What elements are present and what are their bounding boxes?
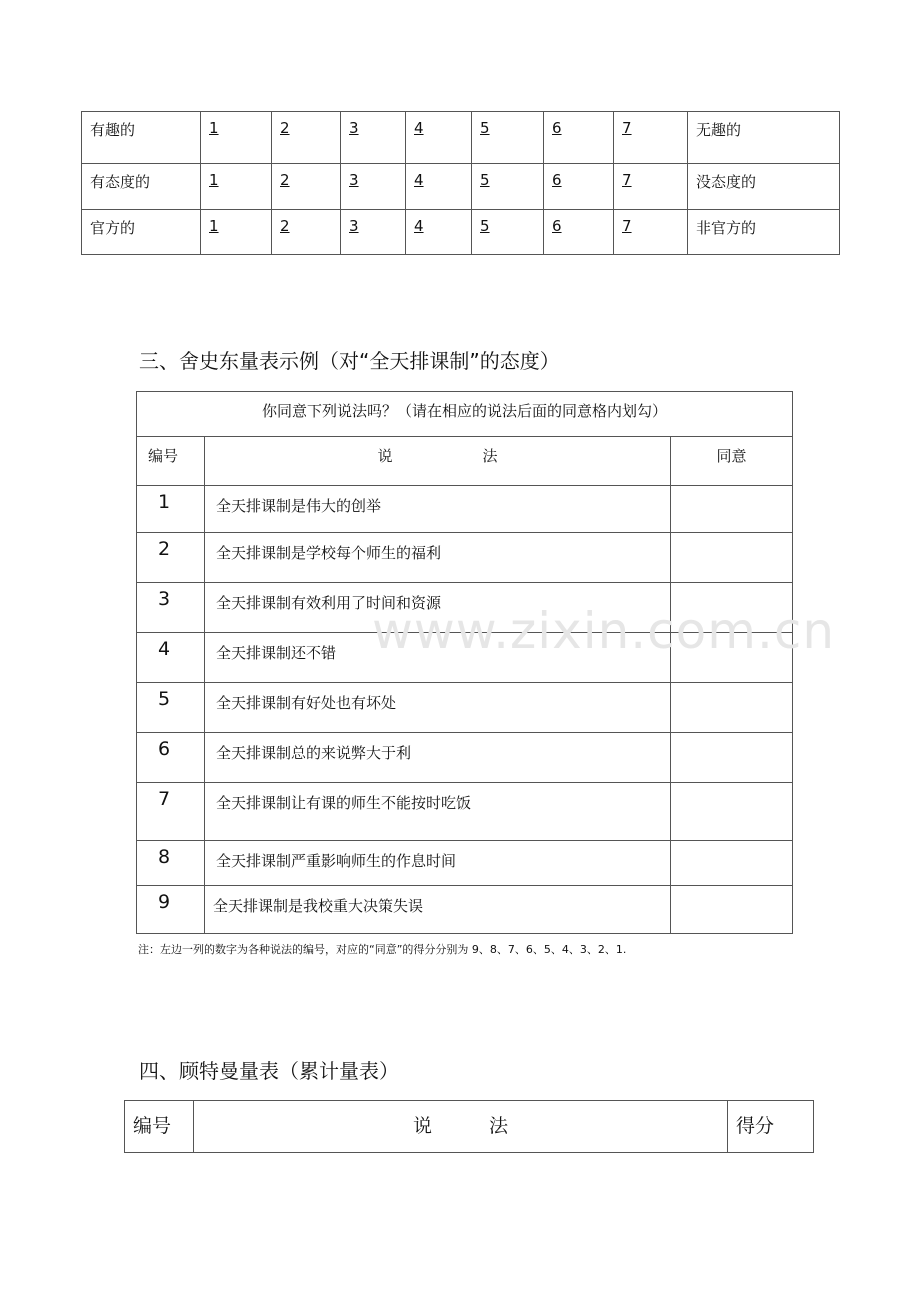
table-row	[137, 683, 793, 733]
scale-point[interactable]: 4	[406, 112, 472, 164]
table-row	[137, 633, 793, 683]
left-adjective: 官方的	[82, 210, 201, 255]
scale-point[interactable]: 6	[544, 164, 614, 210]
row-number: 5	[137, 683, 205, 733]
scale-point[interactable]: 6	[544, 112, 614, 164]
scale-point[interactable]: 7	[614, 164, 688, 210]
table-row	[82, 112, 840, 164]
statement-text: 全天排课制还不错	[205, 633, 671, 683]
agree-cell[interactable]	[671, 633, 793, 683]
scale-point[interactable]: 3	[341, 164, 406, 210]
header-row	[137, 437, 793, 486]
guttman-scale-table	[124, 1100, 814, 1153]
row-number: 4	[137, 633, 205, 683]
column-header-score: 得分	[728, 1101, 814, 1153]
agree-cell[interactable]	[671, 533, 793, 583]
statement-text: 全天排课制是伟大的创举	[205, 486, 671, 533]
semantic-differential-table	[81, 111, 840, 255]
table-row	[137, 783, 793, 841]
statement-text: 全天排课制是学校每个师生的福利	[205, 533, 671, 583]
row-number: 8	[137, 841, 205, 886]
scale-point[interactable]: 1	[201, 210, 272, 255]
scale-point[interactable]: 3	[341, 112, 406, 164]
table-row	[137, 392, 793, 437]
scale-point[interactable]: 7	[614, 210, 688, 255]
column-header-number: 编号	[125, 1101, 194, 1153]
right-adjective: 非官方的	[688, 210, 840, 255]
table-row	[137, 841, 793, 886]
statement-text: 全天排课制让有课的师生不能按时吃饭	[205, 783, 671, 841]
section-title: 三、舍史东量表示例（对“全天排课制”的态度）	[139, 349, 560, 373]
scale-point[interactable]: 5	[472, 210, 544, 255]
agree-cell[interactable]	[671, 886, 793, 934]
scale-point[interactable]: 5	[472, 112, 544, 164]
agree-cell[interactable]	[671, 683, 793, 733]
row-number: 2	[137, 533, 205, 583]
agree-cell[interactable]	[671, 783, 793, 841]
agree-cell[interactable]	[671, 841, 793, 886]
thurstone-scale-table	[136, 391, 793, 934]
statement-text: 全天排课制有好处也有坏处	[205, 683, 671, 733]
scale-point[interactable]: 1	[201, 164, 272, 210]
agree-cell[interactable]	[671, 486, 793, 533]
left-adjective: 有趣的	[82, 112, 201, 164]
instruction-text: 你同意下列说法吗？（请在相应的说法后面的同意格内划勾）	[137, 392, 793, 437]
table-row	[82, 164, 840, 210]
statement-text: 全天排课制总的来说弊大于利	[205, 733, 671, 783]
column-header-statement: 说 法	[205, 437, 671, 486]
scale-point[interactable]: 2	[272, 164, 341, 210]
table-row	[137, 533, 793, 583]
scale-point[interactable]: 5	[472, 164, 544, 210]
column-header-number: 编号	[137, 437, 205, 486]
scale-point[interactable]: 4	[406, 164, 472, 210]
footnote: 注：左边一列的数字为各种说法的编号，对应的“同意”的得分分别为 9、8、7、6、5、4、3、2、1.	[138, 943, 627, 956]
row-number: 1	[137, 486, 205, 533]
watermark: www.zixin.com.cn	[372, 602, 836, 660]
table-row	[137, 733, 793, 783]
right-adjective: 无趣的	[688, 112, 840, 164]
scale-point[interactable]: 7	[614, 112, 688, 164]
statement-text: 全天排课制严重影响师生的作息时间	[205, 841, 671, 886]
column-header-statement: 说 法	[194, 1101, 728, 1153]
scale-point[interactable]: 6	[544, 210, 614, 255]
table-row	[82, 210, 840, 255]
scale-point[interactable]: 2	[272, 112, 341, 164]
scale-point[interactable]: 1	[201, 112, 272, 164]
header-row	[125, 1101, 814, 1153]
row-number: 9	[137, 886, 205, 934]
table-row	[137, 583, 793, 633]
column-header-agree: 同意	[671, 437, 793, 486]
row-number: 3	[137, 583, 205, 633]
section-title: 四、顾特曼量表（累计量表）	[139, 1059, 399, 1083]
table-row	[137, 486, 793, 533]
agree-cell[interactable]	[671, 583, 793, 633]
agree-cell[interactable]	[671, 733, 793, 783]
scale-point[interactable]: 2	[272, 210, 341, 255]
row-number: 6	[137, 733, 205, 783]
statement-text: 全天排课制是我校重大决策失误	[205, 886, 671, 934]
right-adjective: 没态度的	[688, 164, 840, 210]
table-row	[137, 886, 793, 934]
scale-point[interactable]: 3	[341, 210, 406, 255]
row-number: 7	[137, 783, 205, 841]
statement-text: 全天排课制有效利用了时间和资源	[205, 583, 671, 633]
left-adjective: 有态度的	[82, 164, 201, 210]
scale-point[interactable]: 4	[406, 210, 472, 255]
